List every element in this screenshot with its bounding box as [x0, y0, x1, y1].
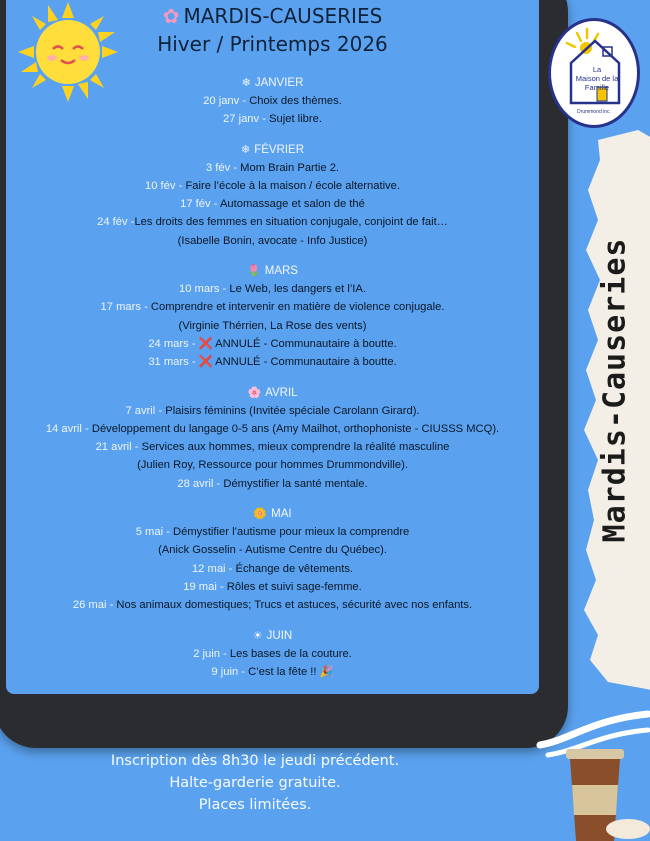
entry-date: 27 janv: [223, 113, 260, 126]
logo: [548, 18, 640, 128]
schedule-entry: [6, 159, 539, 177]
side-title: Mardis-Causeries: [597, 237, 633, 543]
footer-registration: Inscription dès 8h30 le jeudi précédent.: [110, 753, 400, 769]
schedule-entry: [6, 475, 539, 493]
title-line-1: MARDIS-CAUSERIES: [183, 4, 383, 28]
logo-text: La Maison de la Famille: [575, 65, 619, 92]
schedule-entry: [6, 353, 539, 371]
entry-text: Le Web, les dangers et l’IA.: [229, 283, 366, 296]
month-label: AVRIL: [265, 386, 298, 399]
entry-separator: -: [259, 113, 270, 126]
month-label: FÉVRIER: [254, 143, 305, 156]
entry-text: Nos animaux domestiques; Trucs et astuces, sécurité avec nos enfants.: [116, 599, 473, 612]
month-icon: 🌸: [247, 386, 262, 399]
schedule-entry: [6, 110, 539, 128]
party-icon: 🎉: [319, 665, 334, 678]
schedule-entry: [6, 402, 539, 420]
entry-text: Mom Brain Partie 2.: [240, 161, 340, 174]
month-icon: 🌼: [253, 508, 268, 521]
schedule-entry: [6, 213, 539, 231]
month-label: MAI: [271, 508, 292, 521]
footer-info: [0, 750, 510, 816]
entry-separator: -: [155, 404, 166, 417]
entry-text: Automassage et salon de thé: [219, 198, 365, 211]
entry-date: 20 janv: [203, 95, 240, 107]
entry-separator: -: [163, 526, 174, 539]
entry-date: 2 juin: [193, 647, 220, 660]
entry-text: Les bases de la couture.: [229, 647, 352, 660]
schedule-entry: [6, 420, 539, 438]
schedule-entry: [6, 541, 539, 559]
entry-separator: -: [140, 301, 151, 314]
entry-text: (Virginie Thérrien, La Rose des vents): [178, 319, 367, 332]
entry-text: Services aux hommes, mieux comprendre la réalité masculine: [141, 441, 450, 454]
entry-text: (Anick Gosselin - Autisme Centre du Québec).: [158, 544, 387, 557]
entry-date: 10 mars: [179, 283, 220, 296]
month-icon: ❄: [240, 143, 251, 156]
schedule-entry: [6, 456, 539, 474]
month-label: JANVIER: [254, 77, 304, 89]
footer-daycare: Halte-garderie gratuite.: [169, 775, 341, 791]
schedule-entry: [6, 177, 539, 195]
entry-separator: -: [131, 441, 142, 454]
month-heading: [6, 141, 539, 159]
page-title: [6, 2, 539, 30]
entry-date: 31 mars: [148, 356, 189, 369]
entry-separator: -: [213, 477, 224, 490]
entry-date: 5 mai: [135, 526, 164, 539]
entry-date: 24 fév: [97, 216, 128, 229]
entry-date: 14 avril: [45, 422, 82, 435]
schedule-entry: [6, 195, 539, 213]
logo-town: Drummond inc.: [577, 109, 611, 115]
entry-separator: -: [188, 337, 199, 350]
schedule-entry: [6, 578, 539, 596]
entry-date: 21 avril: [95, 441, 132, 454]
entry-text: Sujet libre.: [269, 113, 322, 126]
schedule-entry: [6, 663, 539, 681]
entry-separator: -: [216, 580, 227, 593]
month-label: JUIN: [266, 629, 293, 642]
entry-date: 9 juin: [211, 665, 239, 678]
entry-text: C’est la fête !!: [248, 665, 320, 678]
month-heading: [6, 384, 539, 402]
schedule-entry: [6, 317, 539, 335]
page-subtitle: Hiver / Printemps 2026: [157, 32, 388, 56]
schedule-entry: [6, 92, 539, 110]
cancel-icon: ❌: [198, 337, 213, 350]
entry-text: Échange de vêtements.: [235, 562, 354, 575]
tablet-screen: [6, 0, 539, 694]
entry-date: 24 mars: [148, 337, 189, 350]
entry-date: 19 mai: [183, 580, 217, 593]
entry-text: ANNULÉ - Communautaire à boutte.: [212, 356, 397, 369]
month-heading: [6, 74, 539, 92]
entry-text: (Julien Roy, Ressource pour hommes Drummondville).: [137, 459, 408, 472]
schedule-entry: [6, 560, 539, 578]
entry-text: Développement du langage 0-5 ans (Amy Mailhot, orthophoniste - CIUSSS MCQ).: [91, 422, 500, 435]
entry-text: Choix des thèmes.: [249, 95, 342, 107]
entry-date: 26 mai: [72, 599, 107, 612]
entry-text: Plaisirs féminins (Invitée spéciale Carolann Girard).: [165, 404, 420, 417]
cup-lid-icon: [604, 815, 650, 841]
entry-separator: -: [219, 283, 230, 296]
month-heading: [6, 262, 539, 280]
entry-text: ANNULÉ - Communautaire à boutte.: [212, 337, 397, 350]
entry-text: Démystifier la santé mentale.: [223, 477, 368, 490]
entry-date: 7 avril: [125, 404, 156, 417]
entry-text: Faire l’école à la maison / école alternative.: [185, 179, 400, 192]
schedule-entry: [6, 438, 539, 456]
entry-text: Les droits des femmes en situation conjugale, conjoint de fait…: [134, 216, 448, 229]
entry-date: 12 mai: [191, 562, 226, 575]
schedule-entry: [6, 645, 539, 663]
month-heading: [6, 505, 539, 523]
entry-separator: -: [219, 647, 230, 660]
entry-text: Démystifier l’autisme pour mieux la comprendre: [173, 526, 410, 539]
schedule-entry: [6, 335, 539, 353]
entry-date: 10 fév: [145, 179, 176, 192]
entry-text: Rôles et suivi sage-femme.: [226, 580, 362, 593]
cancel-icon: ❌: [198, 356, 213, 369]
month-icon: 🌷: [247, 265, 261, 278]
entry-date: 17 mars: [100, 301, 141, 314]
entry-date: 28 avril: [177, 477, 214, 490]
schedule-entry: [6, 280, 539, 298]
entry-text: (Isabelle Bonin, avocate - Info Justice): [177, 234, 368, 247]
entry-text: Comprendre et intervenir en matière de violence conjugale.: [150, 301, 445, 314]
title-block: [6, 2, 539, 58]
schedule-list: [6, 74, 539, 681]
entry-separator: -: [188, 356, 199, 369]
entry-separator: -: [210, 198, 220, 211]
cherry-blossom-icon: ✿: [162, 4, 180, 28]
month-heading: [6, 627, 539, 645]
entry-date: 17 fév: [180, 198, 211, 211]
schedule-entry: [6, 232, 539, 250]
footer-limited: Places limitées.: [198, 797, 312, 813]
schedule-entry: [6, 523, 539, 541]
entry-separator: -: [238, 665, 249, 678]
entry-separator: -: [127, 216, 135, 229]
entry-separator: -: [81, 422, 92, 435]
entry-separator: -: [106, 599, 117, 612]
month-icon: ❄: [241, 77, 251, 89]
entry-date: 3 fév: [205, 161, 231, 174]
entry-separator: -: [225, 562, 236, 575]
entry-separator: -: [239, 95, 250, 107]
schedule-entry: [6, 298, 539, 316]
month-icon: ☀: [252, 629, 263, 642]
entry-separator: -: [175, 179, 186, 192]
entry-separator: -: [230, 161, 241, 174]
month-label: MARS: [264, 265, 298, 278]
schedule-entry: [6, 596, 539, 614]
